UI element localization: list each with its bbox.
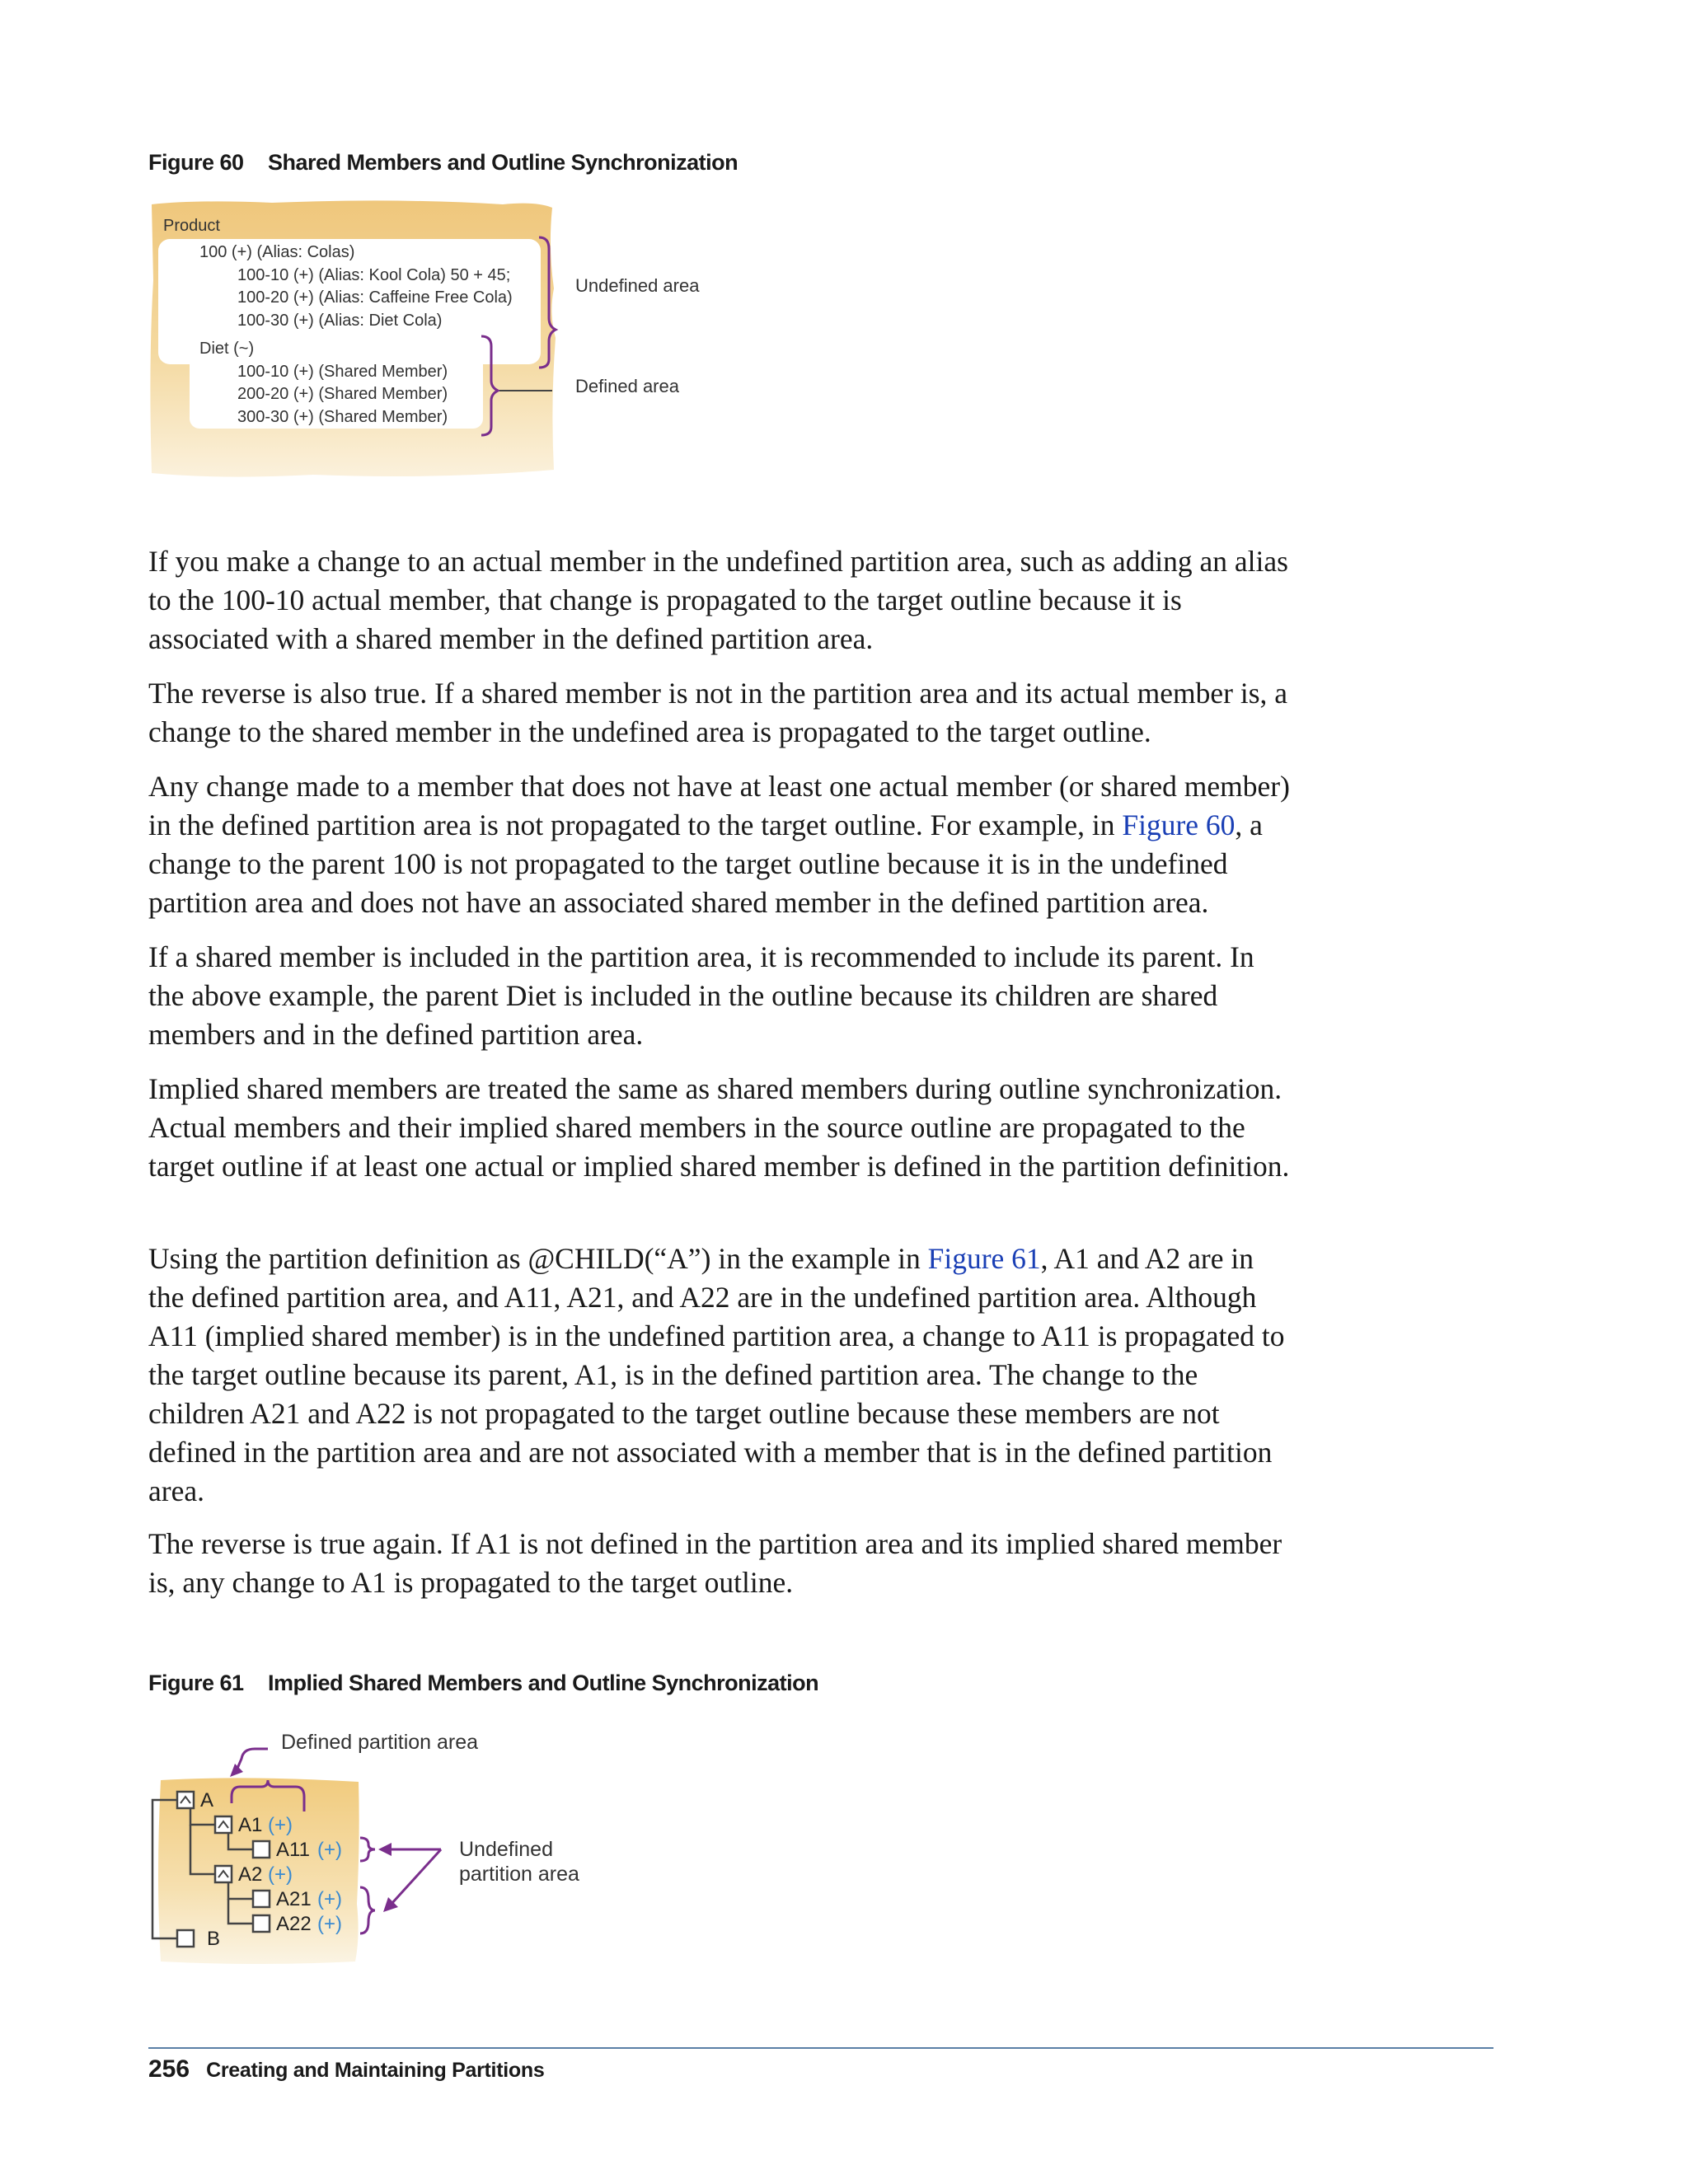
figure-61-diagram [144,1714,804,1978]
leaf-icon-a22 [253,1915,270,1932]
undefined-line-3: 100-20 (+) (Alias: Caffeine Free Cola) [237,288,513,307]
defined-line-3: 200-20 (+) (Shared Member) [237,385,448,403]
figure-60-diagram [148,198,890,486]
defined-line-1: Diet (~) [199,340,255,358]
undefined-arrow-2 [392,1849,441,1904]
expand-icon-a2 [215,1866,232,1882]
paragraph-6: Using the partition definition as @CHILD(“A”) in the example in Figure 61, A1 and A2 are in the defined partition area, and A11, A21, and A22 are in the undefined partition area. Although A11 (implied shared member) is in the undefined partition area, a change to A11 is propagated to the target outline because its parent, A1, is in the defined partition area. The change to the children A21 and A22 is not propagated to the target outline because these members are not defined in the partition area and are not associated with a member that is in the defined partition area. [148,1242,1285,1507]
undefined-partition-label-1: Undefined [459,1838,553,1861]
undefined-brace-a21-a22 [360,1887,375,1933]
figure-61-link[interactable]: Figure 61 [927,1242,1041,1275]
paragraph-2: The reverse is also true. If a shared member is not in the partition area and its actual member is, a change to the shared member in the undefined area is propagated to the target outline. [148,677,1288,748]
figure-61-title: Implied Shared Members and Outline Synchronization [268,1671,819,1695]
figure-61-caption [148,1671,818,1696]
figure-60-title: Shared Members and Outline Synchronization [268,150,738,175]
leaf-icon-a11 [253,1841,270,1858]
page-footer [148,2055,544,2083]
footer-rule [148,2047,1493,2049]
paragraph-4: If a shared member is included in the partition area, it is recommended to include its parent. In the above example, the parent Diet is included in the outline because its children are shared members and in the defined partition area. [148,940,1254,1051]
defined-partition-label: Defined partition area [281,1731,479,1754]
paragraph-7: The reverse is true again. If A1 is not defined in the partition area and its implied shared member is, any change to A1 is propagated to the target outline. [148,1527,1282,1599]
tree-label-a11: A11 [276,1839,310,1861]
tree-label-a2: A2 [238,1863,263,1886]
defined-line-4: 300-30 (+) (Shared Member) [237,408,448,426]
figure-60-number: Figure 60 [148,150,244,175]
expand-icon-a1 [215,1816,232,1833]
undefined-line-2: 100-10 (+) (Alias: Kool Cola) 50 + 45; [237,266,511,284]
paragraph-3: Any change made to a member that does not have at least one actual member (or shared member) in the defined partition area is not propagated to the target outline. For example, in Figure 60, a change to the parent 100 is not propagated to the target outline because it is in the undefined partition area and does not have an associated shared member in the defined partition area. [148,770,1290,919]
figure-60-caption [148,150,738,176]
defined-area-label: Defined area [575,376,679,396]
plus-a2: (+) [268,1863,293,1886]
tree-label-a21: A21 [276,1888,312,1910]
plus-a21: (+) [317,1888,342,1910]
plus-a22: (+) [317,1913,342,1935]
undefined-line-4: 100-30 (+) (Alias: Diet Cola) [237,312,443,330]
figure-60-link[interactable]: Figure 60 [1122,808,1236,841]
undefined-arrowhead-1 [378,1843,392,1856]
paragraph-1: If you make a change to an actual member in the undefined partition area, such as adding an alias to the 100-10 actual member, that change is propagated to the target outline because it is associated with a shared member in the defined partition area. [148,545,1288,655]
undefined-partition-label-2: partition area [459,1863,579,1886]
plus-a11: (+) [317,1839,342,1861]
defined-line-2: 100-10 (+) (Shared Member) [237,363,448,381]
defined-partition-arrow [237,1749,268,1770]
undefined-line-1: 100 (+) (Alias: Colas) [199,243,355,261]
paragraph-5: Implied shared members are treated the same as shared members during outline synchronization. Actual members and their implied shared members in the source outline are propagated to the target outline if at least one actual or implied shared member is defined in the partition definition. [148,1072,1290,1183]
undefined-area-label: Undefined area [575,275,700,296]
product-label: Product [163,217,220,235]
defined-partition-arrowhead [230,1764,243,1777]
leaf-icon-a21 [253,1891,270,1907]
tree-label-a: A [200,1789,214,1811]
expand-icon-a [177,1792,194,1808]
page-number: 256 [148,2055,190,2083]
figure-61-number: Figure 61 [148,1671,244,1695]
tree-label-a1: A1 [238,1814,263,1836]
chapter-title: Creating and Maintaining Partitions [206,2059,545,2082]
tree-label-a22: A22 [276,1913,312,1935]
plus-a1: (+) [268,1814,293,1836]
undefined-brace-a11 [360,1838,375,1861]
tree-label-b: B [207,1928,221,1950]
leaf-icon-b [177,1930,194,1947]
